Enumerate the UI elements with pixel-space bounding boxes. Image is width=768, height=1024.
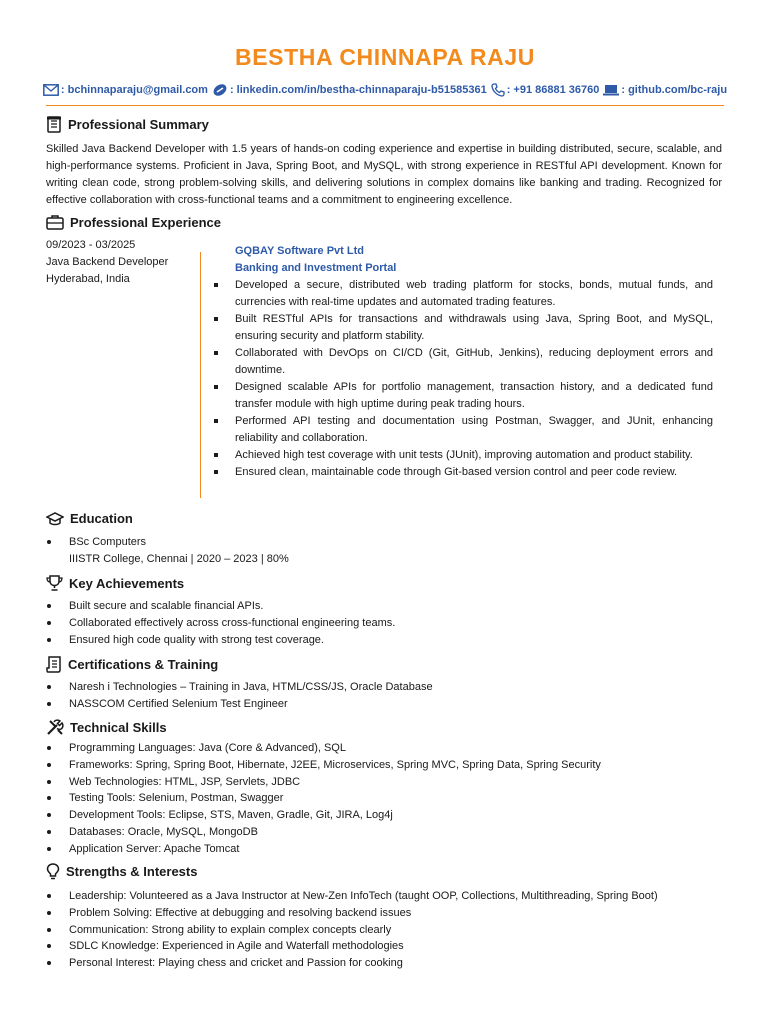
tools-icon [46,719,64,735]
contact-bar [46,83,728,97]
list-item: Designed scalable APIs for portfolio management, transaction history, and a dedicated fund transfer module with high uptime during peak trading hours. [235,379,713,413]
list-item: Programming Languages: Java (Core & Advanced), SQL [46,740,722,757]
section-professional-summary [46,116,209,133]
section-title: Professional Summary [68,117,209,132]
list-item: Naresh i Technologies – Training in Java, HTML/CSS/JS, Oracle Database [46,679,722,696]
contact-linkedin[interactable] [212,83,487,97]
linkedin-link[interactable]: : linkedin.com/in/bestha-chinnaparaju-b51585361 [229,84,487,96]
job-role: Java Backend Developer [46,256,169,268]
list-item: Collaborated effectively across cross-functional engineering teams. [46,615,722,632]
list-item: Developed a secure, distributed web trading platform for stocks, bonds, mutual funds, and currencies with real-time updates and automated trading features. [235,277,713,311]
list-item: Development Tools: Eclipse, STS, Maven, Gradle, Git, JIRA, Log4j [46,807,722,824]
list-item: Testing Tools: Selenium, Postman, Swagger [46,790,722,807]
section-education [46,511,133,526]
job-location: Hyderabad, India [46,273,130,285]
section-title: Professional Experience [70,214,222,230]
list-item: Built RESTful APIs for transactions and withdrawals using Java, Spring Boot, and MySQL, ensuring security and platform stability. [235,311,713,345]
list-item: Performed API testing and documentation using Postman, Swagger, and JUnit, enhancing reliability and collaboration. [235,413,713,447]
list-item: SDLC Knowledge: Experienced in Agile and Waterfall methodologies [46,938,722,955]
experience-meta [46,237,168,288]
list-item: Collaborated with DevOps on CI/CD (Git, GitHub, Jenkins), reducing deployment errors and downtime. [235,345,713,379]
graduation-cap-icon [46,512,64,526]
education-details: IIISTR College, Chennai | 2020 – 2023 | 80% [69,552,289,565]
list-item: NASSCOM Certified Selenium Test Engineer [46,696,722,713]
strengths-list [46,888,722,972]
section-strengths-interests [46,863,197,880]
list-item: Problem Solving: Effective at debugging and resolving backend issues [46,905,722,922]
section-technical-skills [46,719,167,735]
contact-email[interactable] [43,84,208,96]
trophy-icon [46,575,63,591]
header-divider [46,105,724,106]
degree: BSc Computers [69,536,147,548]
list-item: Achieved high test coverage with unit tests (JUnit), improving automation and product stability. [235,447,713,464]
section-certifications [46,656,218,673]
phone-number[interactable]: : +91 86881 36760 [506,84,600,96]
section-title: Education [70,511,133,526]
timeline-divider [200,252,201,498]
company-name: GQBAY Software Pvt Ltd [235,245,364,257]
section-title: Strengths & Interests [66,864,198,879]
achievements-list [46,598,722,648]
lightbulb-icon [46,863,60,880]
section-title: Technical Skills [70,719,167,735]
skills-list [46,740,722,858]
summary-text: Skilled Java Backend Developer with 1.5 years of hands-on coding experience and expertise in building distributed, secure, scalable, and high-performance systems. Proficient in Java, Spring Boot, and MySQL, with strong experience in RESTful API development. Known for writing clean code, strong problem-solving skills, and delivering solutions in complex domains like banking and trading. Recognized for effective collaboration with cross-functional teams and a commitment to engineering excellence. [46,143,722,206]
link-icon [212,83,228,97]
list-item: Web Technologies: HTML, JSP, Servlets, JDBC [46,774,722,791]
list-item: Application Server: Apache Tomcat [46,841,722,858]
certificate-icon [46,656,62,673]
list-item: Built secure and scalable financial APIs. [46,598,722,615]
list-item: Personal Interest: Playing chess and cricket and Passion for cooking [46,955,722,972]
contact-github[interactable] [603,84,727,96]
phone-icon [491,83,505,97]
list-item: Communication: Strong ability to explain complex concepts clearly [46,922,722,939]
section-title: Key Achievements [69,575,185,591]
github-link[interactable]: : github.com/bc-raju [621,84,728,96]
experience-bullets [235,277,713,481]
certifications-list [46,679,722,713]
briefcase-icon [46,214,64,230]
document-icon [46,116,62,133]
list-item: Ensured clean, maintainable code through Git-based version control and peer code review. [235,464,713,481]
contact-phone[interactable] [491,83,600,97]
education-list [46,534,722,568]
laptop-icon [603,84,619,96]
section-title: Certifications & Training [68,657,219,672]
email-link[interactable]: : bchinnaparaju@gmail.com [60,84,208,96]
list-item: Frameworks: Spring, Spring Boot, Hibernate, J2EE, Microservices, Spring MVC, Spring Data, Spring Security [46,757,722,774]
list-item [46,534,722,568]
employment-dates: 09/2023 - 03/2025 [46,239,136,251]
experience-details [235,243,713,481]
list-item: Ensured high code quality with strong test coverage. [46,632,722,649]
section-professional-experience [46,214,221,230]
project-name: Banking and Investment Portal [235,262,397,274]
section-key-achievements [46,575,184,591]
list-item: Databases: Oracle, MySQL, MongoDB [46,824,722,841]
candidate-name: BESTHA CHINNAPA RAJU [235,44,535,70]
list-item: Leadership: Volunteered as a Java Instructor at New-Zen InfoTech (taught OOP, Collections, Multithreading, Spring Boot) [46,888,722,905]
envelope-icon [43,84,59,96]
